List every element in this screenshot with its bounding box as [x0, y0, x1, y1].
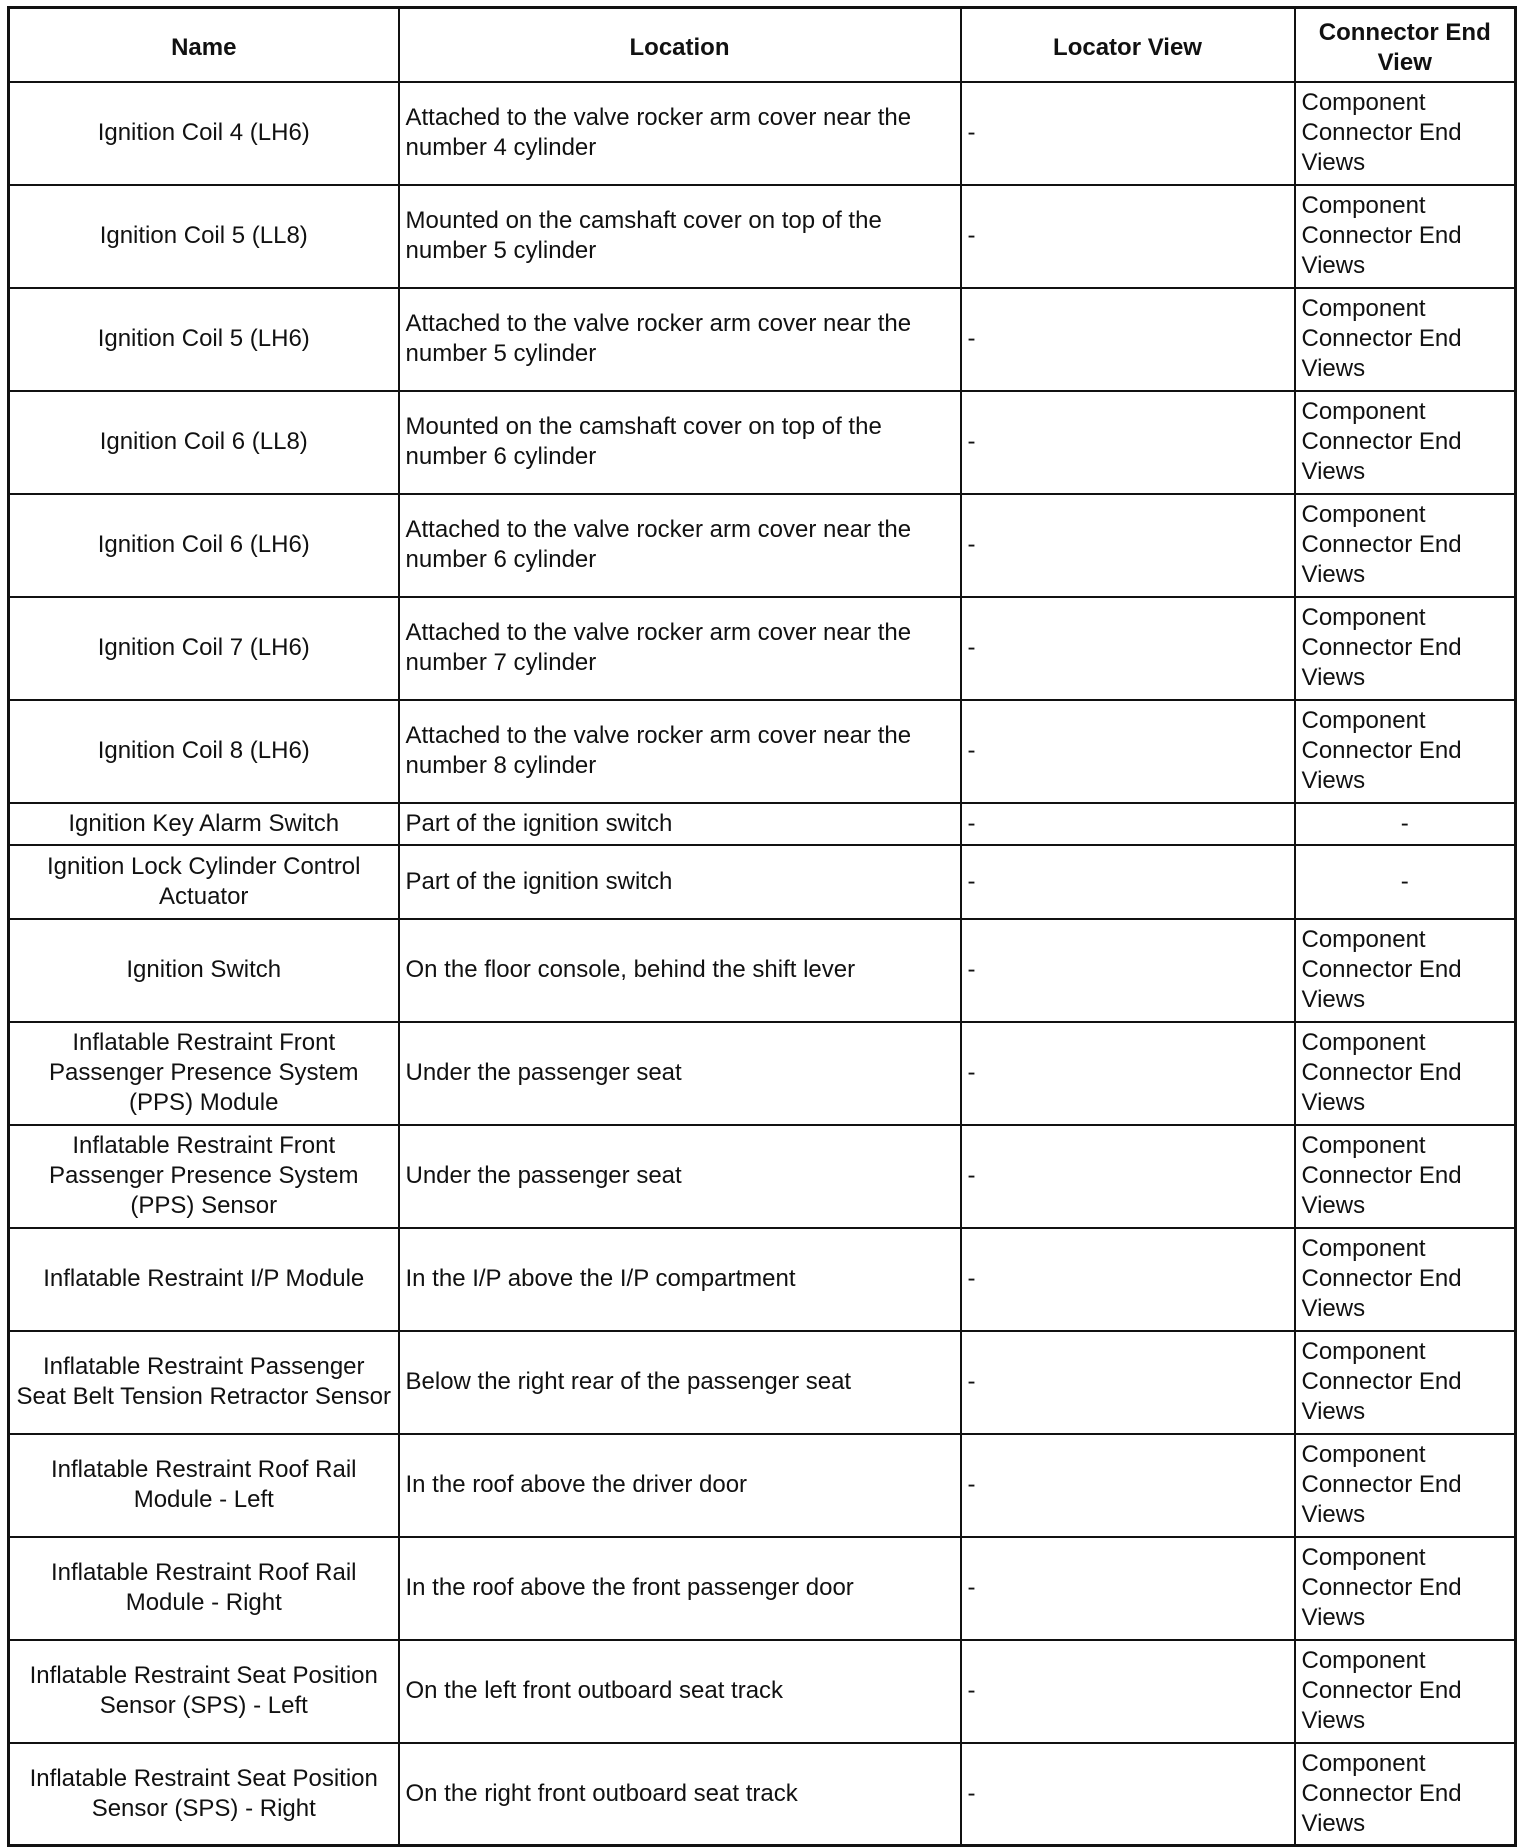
table-row — [9, 1537, 1516, 1640]
table-row — [9, 1640, 1516, 1743]
cell-connector-end-view[interactable]: Component Connector End Views — [1295, 494, 1516, 597]
cell-name: Inflatable Restraint Roof Rail Module - Left — [9, 1434, 399, 1537]
cell-connector-end-view[interactable]: Component Connector End Views — [1295, 597, 1516, 700]
cell-location: Under the passenger seat — [399, 1125, 961, 1228]
cell-name: Inflatable Restraint Seat Position Sensor (SPS) - Left — [9, 1640, 399, 1743]
cell-locator-view: - — [961, 803, 1295, 845]
cell-connector-end-view[interactable]: Component Connector End Views — [1295, 1125, 1516, 1228]
cell-name: Ignition Switch — [9, 919, 399, 1022]
table-row — [9, 597, 1516, 700]
cell-location: Attached to the valve rocker arm cover near the number 5 cylinder — [399, 288, 961, 391]
cell-name: Inflatable Restraint Seat Position Sensor (SPS) - Right — [9, 1743, 399, 1846]
cell-connector-end-view[interactable]: Component Connector End Views — [1295, 1228, 1516, 1331]
cell-location: In the I/P above the I/P compartment — [399, 1228, 961, 1331]
cell-name: Ignition Coil 5 (LH6) — [9, 288, 399, 391]
table-row — [9, 1125, 1516, 1228]
cell-name: Ignition Coil 6 (LL8) — [9, 391, 399, 494]
cell-name: Ignition Coil 4 (LH6) — [9, 82, 399, 185]
cell-locator-view: - — [961, 919, 1295, 1022]
table-row — [9, 1434, 1516, 1537]
cell-locator-view: - — [961, 185, 1295, 288]
cell-locator-view: - — [961, 1434, 1295, 1537]
cell-name: Ignition Lock Cylinder Control Actuator — [9, 845, 399, 919]
cell-location: Attached to the valve rocker arm cover near the number 7 cylinder — [399, 597, 961, 700]
cell-connector-end-view[interactable]: Component Connector End Views — [1295, 82, 1516, 185]
cell-connector-end-view[interactable]: Component Connector End Views — [1295, 288, 1516, 391]
cell-locator-view: - — [961, 1331, 1295, 1434]
cell-name: Ignition Coil 8 (LH6) — [9, 700, 399, 803]
table-row — [9, 288, 1516, 391]
header-connector-end-view: Connector End View — [1295, 8, 1516, 82]
cell-name: Ignition Coil 7 (LH6) — [9, 597, 399, 700]
cell-connector-end-view: - — [1295, 845, 1516, 919]
cell-locator-view: - — [961, 82, 1295, 185]
cell-name: Inflatable Restraint Front Passenger Presence System (PPS) Module — [9, 1022, 399, 1125]
cell-locator-view: - — [961, 1537, 1295, 1640]
cell-connector-end-view[interactable]: Component Connector End Views — [1295, 1537, 1516, 1640]
table-row — [9, 1743, 1516, 1846]
cell-location: Under the passenger seat — [399, 1022, 961, 1125]
table-row — [9, 845, 1516, 919]
cell-name: Ignition Coil 5 (LL8) — [9, 185, 399, 288]
table-row — [9, 919, 1516, 1022]
cell-connector-end-view[interactable]: Component Connector End Views — [1295, 1434, 1516, 1537]
table-row — [9, 185, 1516, 288]
cell-location: Mounted on the camshaft cover on top of the number 5 cylinder — [399, 185, 961, 288]
cell-connector-end-view[interactable]: Component Connector End Views — [1295, 185, 1516, 288]
cell-location: In the roof above the front passenger door — [399, 1537, 961, 1640]
cell-connector-end-view[interactable]: Component Connector End Views — [1295, 1743, 1516, 1846]
cell-locator-view: - — [961, 494, 1295, 597]
cell-location: Below the right rear of the passenger seat — [399, 1331, 961, 1434]
cell-connector-end-view[interactable]: Component Connector End Views — [1295, 1331, 1516, 1434]
cell-location: Attached to the valve rocker arm cover near the number 4 cylinder — [399, 82, 961, 185]
cell-locator-view: - — [961, 1743, 1295, 1846]
cell-name: Inflatable Restraint Front Passenger Presence System (PPS) Sensor — [9, 1125, 399, 1228]
cell-location: Part of the ignition switch — [399, 803, 961, 845]
cell-locator-view: - — [961, 845, 1295, 919]
header-name: Name — [9, 8, 399, 82]
table-row — [9, 391, 1516, 494]
cell-name: Inflatable Restraint I/P Module — [9, 1228, 399, 1331]
table-row — [9, 1331, 1516, 1434]
cell-location: In the roof above the driver door — [399, 1434, 961, 1537]
cell-location: Mounted on the camshaft cover on top of the number 6 cylinder — [399, 391, 961, 494]
header-row — [9, 8, 1516, 82]
header-location: Location — [399, 8, 961, 82]
table-row — [9, 1022, 1516, 1125]
table-row — [9, 1228, 1516, 1331]
table-row — [9, 700, 1516, 803]
cell-connector-end-view[interactable]: Component Connector End Views — [1295, 700, 1516, 803]
cell-name: Ignition Coil 6 (LH6) — [9, 494, 399, 597]
cell-locator-view: - — [961, 1125, 1295, 1228]
cell-name: Inflatable Restraint Passenger Seat Belt Tension Retractor Sensor — [9, 1331, 399, 1434]
cell-locator-view: - — [961, 1228, 1295, 1331]
cell-connector-end-view: - — [1295, 803, 1516, 845]
cell-location: On the left front outboard seat track — [399, 1640, 961, 1743]
cell-locator-view: - — [961, 700, 1295, 803]
cell-location: Attached to the valve rocker arm cover near the number 6 cylinder — [399, 494, 961, 597]
cell-location: Part of the ignition switch — [399, 845, 961, 919]
cell-locator-view: - — [961, 288, 1295, 391]
cell-connector-end-view[interactable]: Component Connector End Views — [1295, 1022, 1516, 1125]
component-locator-table — [7, 6, 1517, 1847]
cell-connector-end-view[interactable]: Component Connector End Views — [1295, 919, 1516, 1022]
cell-location: On the right front outboard seat track — [399, 1743, 961, 1846]
table-row — [9, 494, 1516, 597]
cell-locator-view: - — [961, 1022, 1295, 1125]
table-row — [9, 803, 1516, 845]
header-locator-view: Locator View — [961, 8, 1295, 82]
cell-location: Attached to the valve rocker arm cover near the number 8 cylinder — [399, 700, 961, 803]
cell-connector-end-view[interactable]: Component Connector End Views — [1295, 391, 1516, 494]
cell-locator-view: - — [961, 597, 1295, 700]
cell-name: Ignition Key Alarm Switch — [9, 803, 399, 845]
table-row — [9, 82, 1516, 185]
cell-locator-view: - — [961, 1640, 1295, 1743]
cell-locator-view: - — [961, 391, 1295, 494]
cell-name: Inflatable Restraint Roof Rail Module - Right — [9, 1537, 399, 1640]
cell-connector-end-view[interactable]: Component Connector End Views — [1295, 1640, 1516, 1743]
cell-location: On the floor console, behind the shift lever — [399, 919, 961, 1022]
